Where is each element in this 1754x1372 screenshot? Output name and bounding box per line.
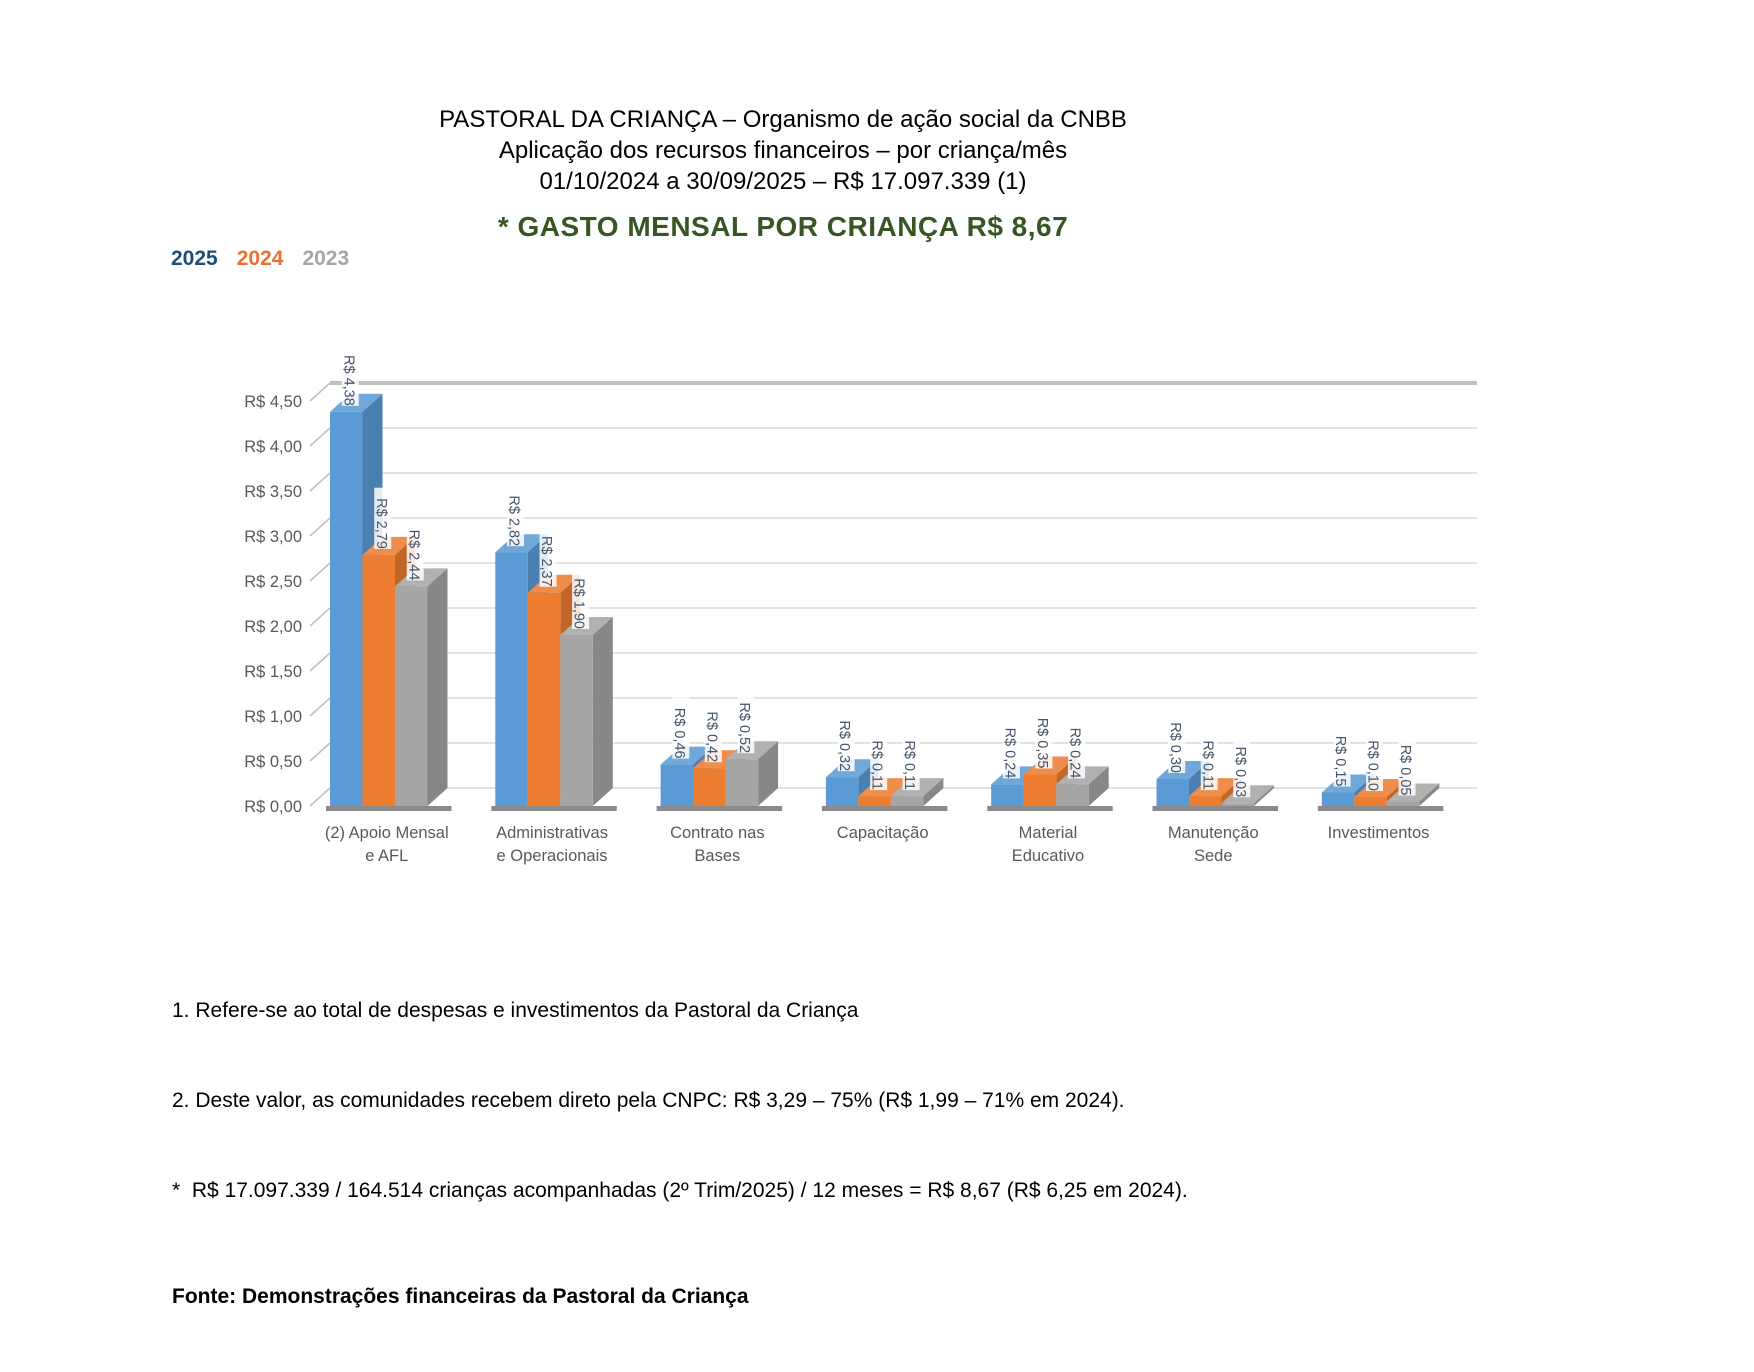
- svg-text:R$ 4,50: R$ 4,50: [244, 393, 302, 411]
- svg-text:e Operacionais: e Operacionais: [496, 847, 608, 865]
- svg-text:R$ 0,11: R$ 0,11: [1199, 740, 1216, 791]
- svg-text:Educativo: Educativo: [1011, 847, 1085, 865]
- svg-text:Sede: Sede: [1193, 847, 1233, 865]
- svg-text:R$ 4,38: R$ 4,38: [340, 355, 357, 406]
- svg-text:R$ 0,03: R$ 0,03: [1231, 746, 1248, 798]
- svg-text:Manutenção: Manutenção: [1167, 824, 1259, 842]
- svg-text:e AFL: e AFL: [365, 847, 409, 865]
- svg-text:Investimentos: Investimentos: [1327, 824, 1430, 842]
- subtitle-gasto-mensal: * GASTO MENSAL POR CRIANÇA R$ 8,67: [497, 211, 1069, 242]
- svg-text:R$ 0,35: R$ 0,35: [1033, 717, 1050, 769]
- svg-text:R$ 0,46: R$ 0,46: [670, 707, 687, 759]
- svg-text:R$ 0,24: R$ 0,24: [1001, 727, 1018, 779]
- footnote-1: 1. Refere-se ao total de despesas e investimentos da Pastoral da Criança: [172, 999, 859, 1022]
- svg-text:R$ 1,50: R$ 1,50: [244, 663, 302, 681]
- svg-text:Contrato nas: Contrato nas: [670, 824, 765, 842]
- svg-text:R$ 0,24: R$ 0,24: [1066, 727, 1083, 779]
- title-line-2: Aplicação dos recursos financeiros – por criança/mês: [498, 137, 1068, 164]
- svg-text:R$ 0,11: R$ 0,11: [901, 740, 918, 791]
- footnote-2: 2. Deste valor, as comunidades recebem direto pela CNPC: R$ 3,29 – 75% (R$ 1,99 – 71% em 2024).: [172, 1089, 1125, 1112]
- svg-text:(2) Apoio Mensal: (2) Apoio Mensal: [324, 824, 449, 842]
- title-line-3: 01/10/2024 a 30/09/2025 – R$ 17.097.339 (1): [539, 168, 1027, 195]
- legend-item-2024: 2024: [236, 247, 284, 270]
- svg-text:R$ 0,00: R$ 0,00: [244, 798, 302, 816]
- legend-item-2023: 2023: [302, 247, 350, 270]
- footnotes: [172, 936, 1188, 1372]
- svg-text:R$ 2,82: R$ 2,82: [505, 495, 522, 547]
- svg-text:R$ 2,00: R$ 2,00: [244, 618, 302, 636]
- svg-text:R$ 2,50: R$ 2,50: [244, 573, 302, 591]
- svg-text:R$ 0,15: R$ 0,15: [1332, 735, 1349, 787]
- svg-text:R$ 2,44: R$ 2,44: [405, 529, 422, 581]
- legend-item-2025: 2025: [171, 247, 218, 270]
- svg-text:Administrativas: Administrativas: [496, 824, 608, 842]
- footnote-3: * R$ 17.097.339 / 164.514 crianças acompanhadas (2º Trim/2025) / 12 meses = R$ 8,67 (R$ 6,25 em 2024).: [172, 1179, 1188, 1202]
- title-line-1: PASTORAL DA CRIANÇA – Organismo de ação social da CNBB: [439, 106, 1127, 133]
- svg-text:R$ 0,52: R$ 0,52: [735, 702, 752, 754]
- svg-text:R$ 1,00: R$ 1,00: [244, 708, 302, 726]
- svg-text:R$ 0,11: R$ 0,11: [868, 740, 885, 791]
- svg-text:R$ 0,42: R$ 0,42: [703, 711, 720, 763]
- svg-text:R$ 4,00: R$ 4,00: [244, 438, 302, 456]
- svg-text:Bases: Bases: [694, 847, 741, 865]
- svg-text:R$ 3,00: R$ 3,00: [244, 528, 302, 546]
- svg-text:R$ 1,90: R$ 1,90: [570, 578, 587, 629]
- svg-text:R$ 0,30: R$ 0,30: [1166, 722, 1183, 773]
- svg-text:Capacitação: Capacitação: [836, 824, 929, 842]
- svg-text:R$ 0,50: R$ 0,50: [244, 753, 302, 771]
- svg-text:Material: Material: [1018, 824, 1078, 842]
- svg-text:R$ 2,37: R$ 2,37: [538, 535, 555, 587]
- svg-text:R$ 0,05: R$ 0,05: [1397, 744, 1414, 796]
- svg-text:R$ 0,10: R$ 0,10: [1364, 740, 1381, 791]
- svg-text:R$ 3,50: R$ 3,50: [244, 483, 302, 501]
- svg-text:R$ 2,79: R$ 2,79: [372, 498, 389, 549]
- footnote-source: Fonte: Demonstrações financeiras da Pastoral da Criança: [172, 1285, 749, 1308]
- svg-text:R$ 0,32: R$ 0,32: [836, 720, 853, 772]
